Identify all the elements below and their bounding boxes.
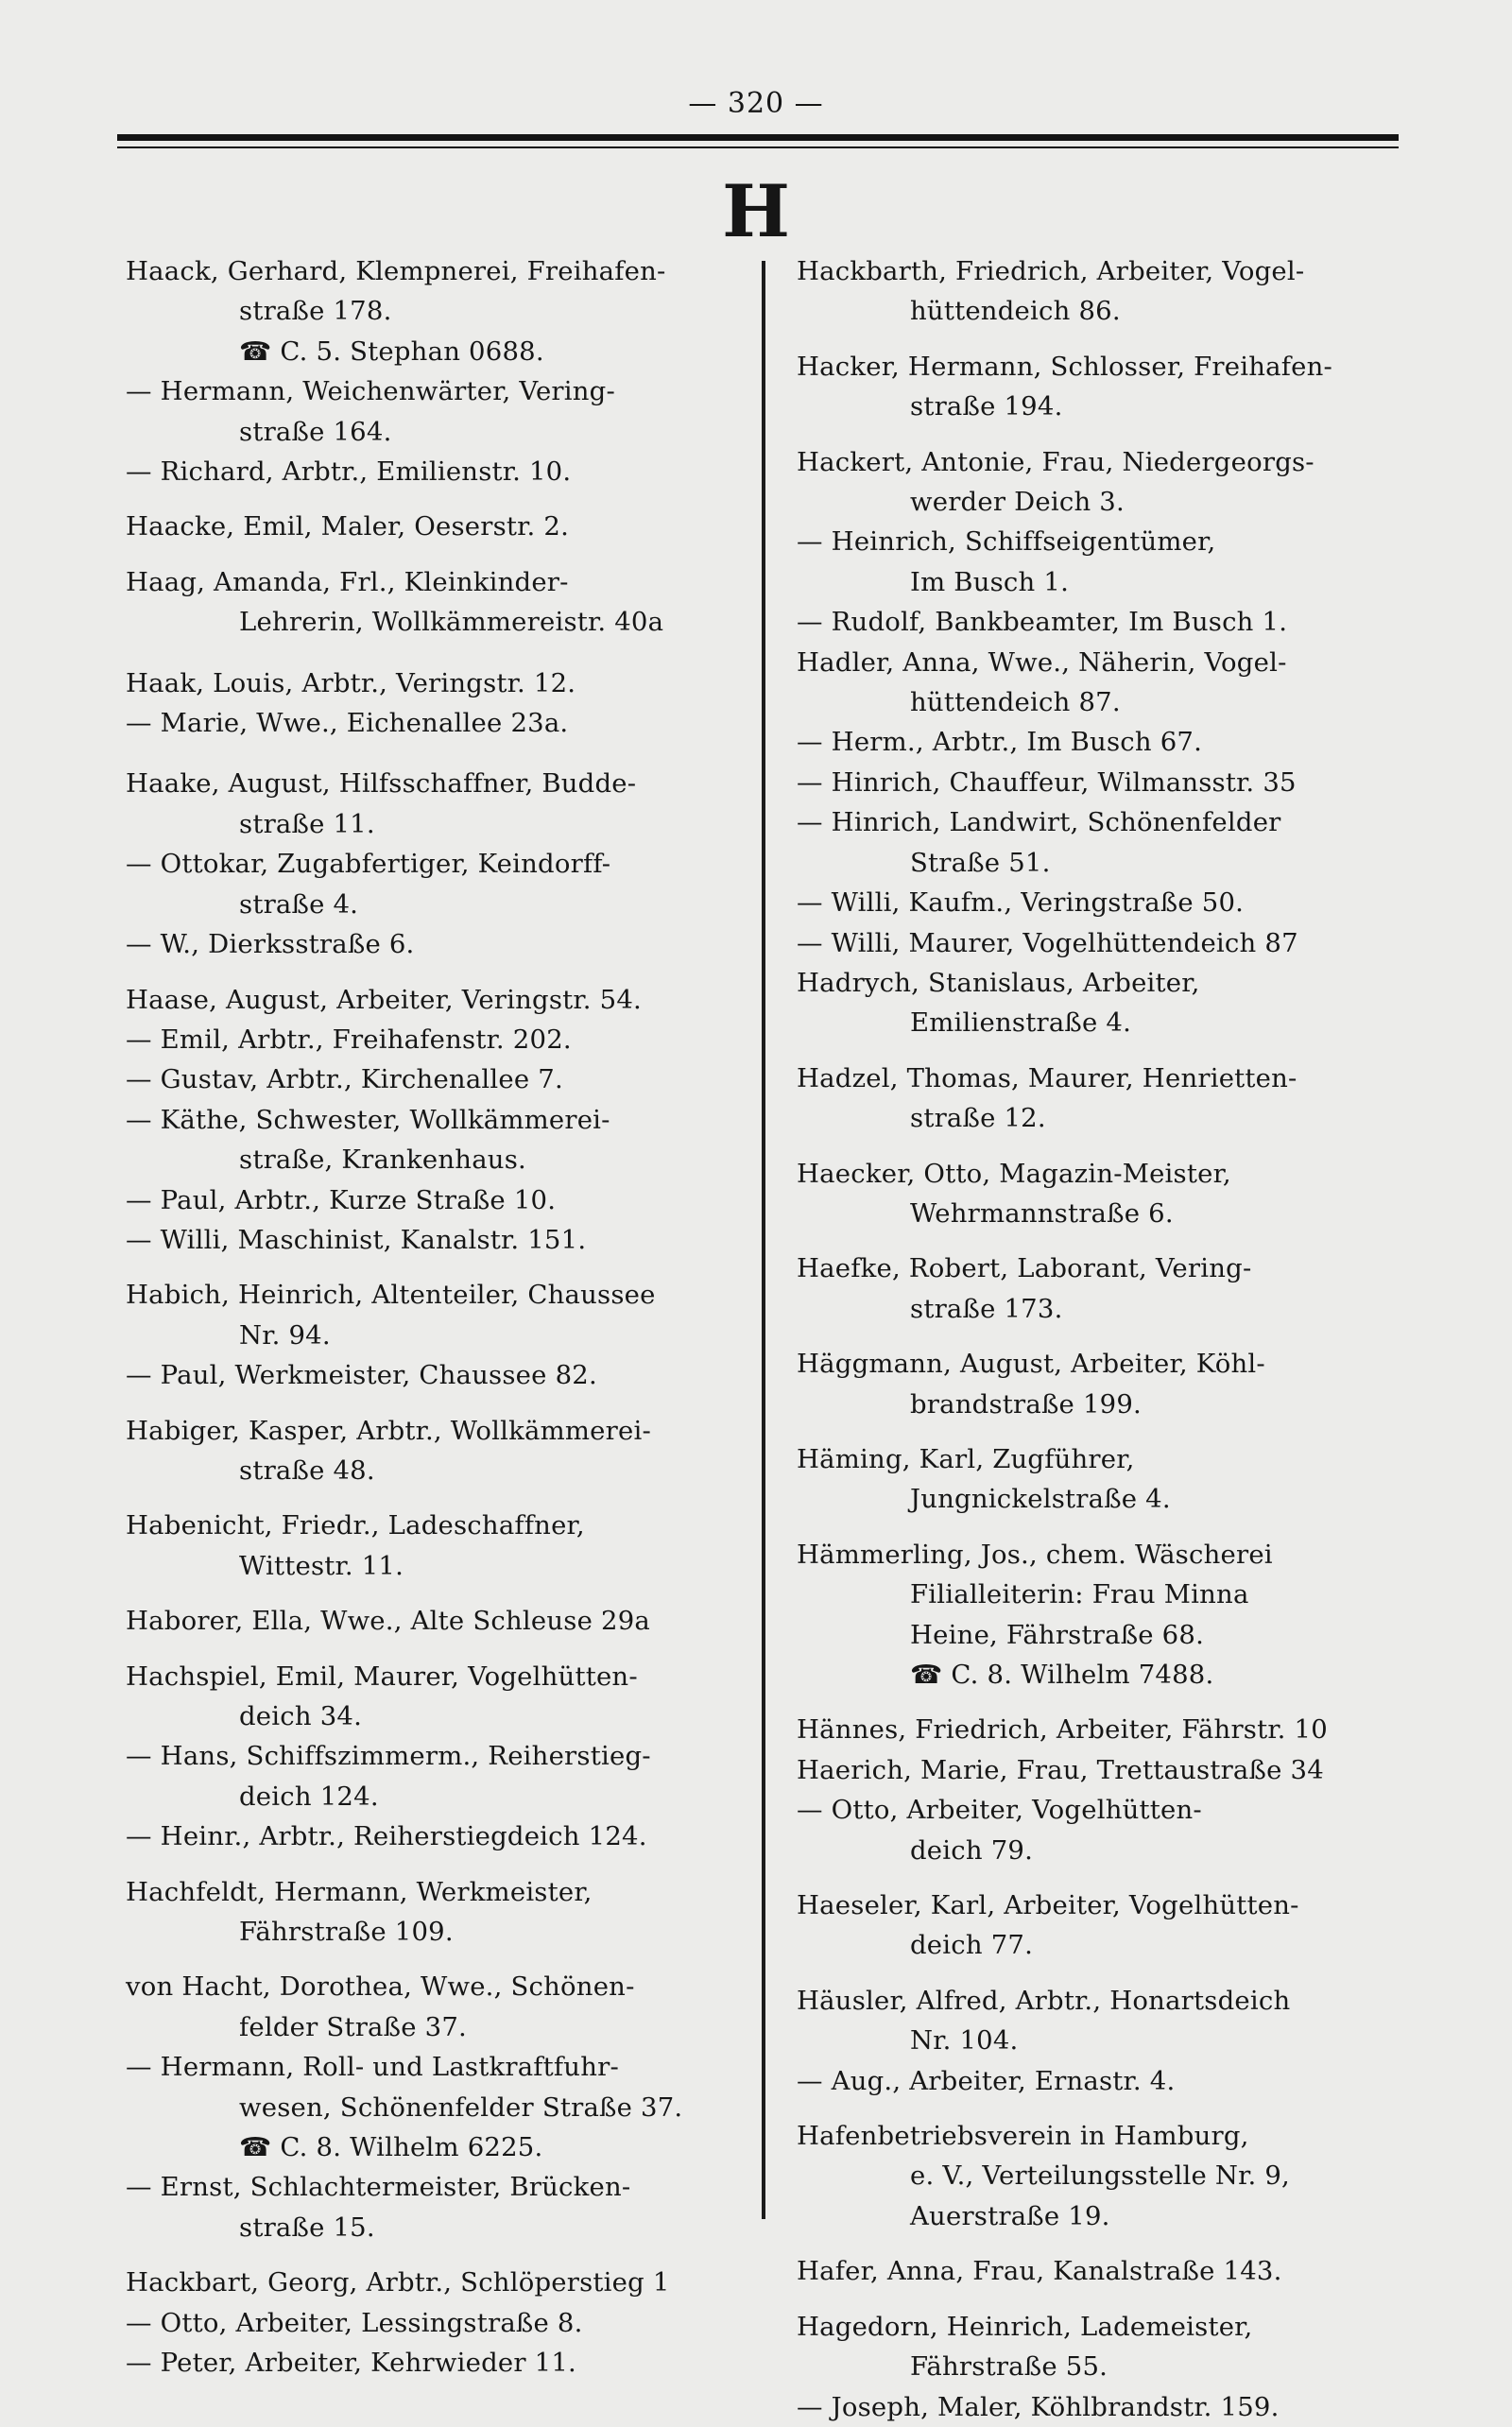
directory-entry <box>797 963 1435 1043</box>
directory-entry <box>797 1439 1435 1520</box>
entry-line: Emilienstraße 4. <box>910 1007 1132 1039</box>
entry-line: — Willi, Kaufm., Veringstraße 50. <box>797 887 1245 919</box>
entry-line: — Paul, Werkmeister, Chaussee 82. <box>126 1360 597 1391</box>
entry-line: — Joseph, Maler, Köhlbrandstr. 159. <box>797 2391 1280 2422</box>
directory-entry <box>797 1248 1435 1329</box>
entry-line: werder Deich 3. <box>910 487 1125 518</box>
entry-line: Hadrych, Stanislaus, Arbeiter, <box>797 967 1200 998</box>
entry-line: Straße 51. <box>910 847 1051 878</box>
directory-entry <box>126 2263 764 2383</box>
entry-line: straße 173. <box>910 1293 1063 1324</box>
directory-entry <box>126 764 764 964</box>
header-rule-thick <box>117 134 1399 141</box>
entry-line: Hafer, Anna, Frau, Kanalstraße 143. <box>797 2256 1282 2287</box>
entry-line: — Heinrich, Schiffseigentümer, <box>797 526 1216 558</box>
entry-line: — Herm., Arbtr., Im Busch 67. <box>797 727 1203 758</box>
entry-line: — Hermann, Weichenwärter, Vering- <box>126 376 615 407</box>
entry-line: Haeseler, Karl, Arbeiter, Vogelhütten- <box>797 1890 1299 1921</box>
entry-line: Haefke, Robert, Laborant, Vering- <box>797 1253 1252 1284</box>
entry-line: Hafenbetriebsverein in Hamburg, <box>797 2121 1249 2152</box>
entry-line: Nr. 104. <box>910 2025 1019 2057</box>
entry-line: straße, Krankenhaus. <box>239 1145 526 1176</box>
entry-line: hüttendeich 86. <box>910 296 1121 327</box>
entry-line: — Willi, Maschinist, Kanalstr. 151. <box>126 1224 587 1255</box>
directory-entry <box>126 1967 764 2247</box>
entry-line: Hachspiel, Emil, Maurer, Vogelhütten- <box>126 1661 638 1692</box>
entry-line: Haerich, Marie, Frau, Trettaustraße 34 <box>797 1754 1324 1785</box>
entry-line: straße 11. <box>239 808 375 839</box>
entry-line: — Hermann, Roll- und Lastkraftfuhr- <box>126 2052 619 2083</box>
entry-line: Hackbart, Georg, Arbtr., Schlöperstieg 1 <box>126 2267 670 2298</box>
entry-line: straße 48. <box>239 1454 375 1486</box>
entry-line: Haack, Gerhard, Klempnerei, Freihafen- <box>126 256 666 286</box>
left-column <box>126 251 764 2384</box>
directory-entry <box>797 251 1435 332</box>
entry-line: — Paul, Arbtr., Kurze Straße 10. <box>126 1184 557 1215</box>
entry-line: Habenicht, Friedr., Ladeschaffner, <box>126 1510 585 1541</box>
page-number: — 320 — <box>688 87 824 120</box>
directory-entry <box>797 442 1435 643</box>
directory-entry <box>126 562 764 643</box>
entry-line: Jungnickelstraße 4. <box>910 1484 1171 1515</box>
directory-entry <box>797 1981 1435 2101</box>
entry-line: straße 194. <box>910 391 1063 422</box>
entry-line: Wittestr. 11. <box>239 1550 404 1581</box>
header-rule-thin <box>117 146 1399 148</box>
entry-line: — Gustav, Arbtr., Kirchenallee 7. <box>126 1064 563 1095</box>
entry-line: Hackert, Antonie, Frau, Niedergeorgs- <box>797 446 1314 477</box>
directory-entry <box>797 1535 1435 1695</box>
directory-entry <box>126 1411 764 1491</box>
entry-line: Hacker, Hermann, Schlosser, Freihafen- <box>797 351 1332 382</box>
entry-line: — Willi, Maurer, Vogelhüttendeich 87 <box>797 927 1298 958</box>
entry-line: deich 79. <box>910 1834 1034 1866</box>
directory-entry <box>126 1657 764 1857</box>
entry-line: Hämmerling, Jos., chem. Wäscherei <box>797 1539 1273 1570</box>
entry-line: — Otto, Arbeiter, Vogelhütten- <box>797 1795 1202 1826</box>
entry-line: — Heinr., Arbtr., Reiherstiegdeich 124. <box>126 1821 647 1852</box>
directory-entry <box>797 1059 1435 1139</box>
directory-entry <box>126 980 764 1261</box>
entry-line: Habich, Heinrich, Altenteiler, Chaussee <box>126 1280 656 1311</box>
entry-line: Habiger, Kasper, Arbtr., Wollkämmerei- <box>126 1415 651 1446</box>
phone-line: ☎ C. 8. Wilhelm 7488. <box>910 1660 1214 1690</box>
entry-line: — Aug., Arbeiter, Ernastr. 4. <box>797 2065 1176 2096</box>
entry-line: Heine, Fährstraße 68. <box>910 1619 1205 1650</box>
entry-line: Hackbarth, Friedrich, Arbeiter, Vogel- <box>797 256 1305 286</box>
section-letter: H <box>722 169 790 253</box>
entry-line: Haake, August, Hilfsschaffner, Budde- <box>126 768 637 800</box>
directory-entry <box>797 1750 1435 1870</box>
entry-line: Fährstraße 55. <box>910 2351 1108 2383</box>
phone-line: ☎ C. 8. Wilhelm 6225. <box>239 2132 543 2163</box>
entry-line: — Emil, Arbtr., Freihafenstr. 202. <box>126 1024 572 1055</box>
directory-entry <box>797 1154 1435 1234</box>
entry-line: — Marie, Wwe., Eichenallee 23a. <box>126 708 569 739</box>
entry-line: — Ernst, Schlachtermeister, Brücken- <box>126 2172 631 2203</box>
entry-line: — W., Dierksstraße 6. <box>126 929 415 960</box>
entry-line: Wehrmannstraße 6. <box>910 1197 1174 1229</box>
entry-line: Häming, Karl, Zugführer, <box>797 1443 1135 1474</box>
entry-line: Haecker, Otto, Magazin-Meister, <box>797 1158 1231 1189</box>
entry-line: hüttendeich 87. <box>910 687 1121 718</box>
entry-line: Haak, Louis, Arbtr., Veringstr. 12. <box>126 667 576 698</box>
entry-line: deich 77. <box>910 1930 1034 1961</box>
entry-line: straße 12. <box>910 1103 1046 1134</box>
directory-entry <box>797 1710 1435 1749</box>
entry-line: straße 178. <box>239 296 392 327</box>
entry-line: straße 164. <box>239 416 392 447</box>
directory-entry <box>126 663 764 744</box>
entry-line: — Rudolf, Bankbeamter, Im Busch 1. <box>797 607 1288 638</box>
directory-entry <box>126 1275 764 1395</box>
directory-entry <box>797 2307 1435 2427</box>
entry-line: Nr. 94. <box>239 1319 331 1351</box>
entry-line: wesen, Schönenfelder Straße 37. <box>239 2091 683 2123</box>
entry-line: — Richard, Arbtr., Emilienstr. 10. <box>126 456 572 488</box>
right-column <box>797 251 1435 2427</box>
entry-line: deich 124. <box>239 1781 379 1812</box>
entry-line: Hännes, Friedrich, Arbeiter, Fährstr. 10 <box>797 1714 1328 1746</box>
entry-line: Häggmann, August, Arbeiter, Köhl- <box>797 1349 1265 1380</box>
entry-line: — Käthe, Schwester, Wollkämmerei- <box>126 1104 610 1135</box>
directory-entry <box>797 1344 1435 1424</box>
entry-line: von Hacht, Dorothea, Wwe., Schönen- <box>126 1971 635 2003</box>
entry-line: felder Straße 37. <box>239 2011 467 2042</box>
directory-entry <box>797 1885 1435 1966</box>
entry-line: brandstraße 199. <box>910 1388 1142 1420</box>
entry-line: — Hans, Schiffszimmerm., Reiherstieg- <box>126 1741 651 1772</box>
entry-line: Filialleiterin: Frau Minna <box>910 1579 1249 1610</box>
directory-entry <box>126 251 764 491</box>
directory-entry <box>126 1601 764 1641</box>
entry-line: Im Busch 1. <box>910 566 1070 597</box>
entry-line: Haag, Amanda, Frl., Kleinkinder- <box>126 566 569 597</box>
phone-line: ☎ C. 5. Stephan 0688. <box>239 336 544 367</box>
entry-line: Haase, August, Arbeiter, Veringstr. 54. <box>126 984 642 1015</box>
directory-entry <box>797 2116 1435 2236</box>
entry-line: Auerstraße 19. <box>910 2200 1110 2231</box>
entry-line: Hadler, Anna, Wwe., Näherin, Vogel- <box>797 646 1287 678</box>
directory-entry <box>126 507 764 546</box>
entry-line: deich 34. <box>239 1701 363 1731</box>
entry-line: Fährstraße 109. <box>239 1917 454 1948</box>
entry-line: — Hinrich, Chauffeur, Wilmansstr. 35 <box>797 766 1297 798</box>
directory-entry <box>797 643 1435 963</box>
entry-line: Hachfeldt, Hermann, Werkmeister, <box>126 1876 593 1907</box>
entry-line: Hadzel, Thomas, Maurer, Henrietten- <box>797 1062 1297 1093</box>
entry-line: — Peter, Arbeiter, Kehrwieder 11. <box>126 2348 576 2379</box>
entry-line: — Hinrich, Landwirt, Schönenfelder <box>797 807 1281 838</box>
entry-line: straße 4. <box>239 888 359 920</box>
directory-entry <box>126 1506 764 1586</box>
entry-line: Lehrerin, Wollkämmereistr. 40a <box>239 607 664 638</box>
entry-line: straße 15. <box>239 2212 375 2243</box>
entry-line: — Otto, Arbeiter, Lessingstraße 8. <box>126 2307 583 2338</box>
entry-line: Häusler, Alfred, Arbtr., Honartsdeich <box>797 1985 1291 2016</box>
directory-entry <box>797 347 1435 427</box>
entry-line: e. V., Verteilungsstelle Nr. 9, <box>910 2160 1290 2192</box>
entry-line: Hagedorn, Heinrich, Lademeister, <box>797 2311 1253 2342</box>
entry-line: Haacke, Emil, Maler, Oeserstr. 2. <box>126 511 570 542</box>
directory-entry <box>126 1872 764 1953</box>
entry-line: Haborer, Ella, Wwe., Alte Schleuse 29a <box>126 1606 650 1637</box>
directory-entry <box>797 2251 1435 2291</box>
entry-line: — Ottokar, Zugabfertiger, Keindorff- <box>126 849 611 880</box>
